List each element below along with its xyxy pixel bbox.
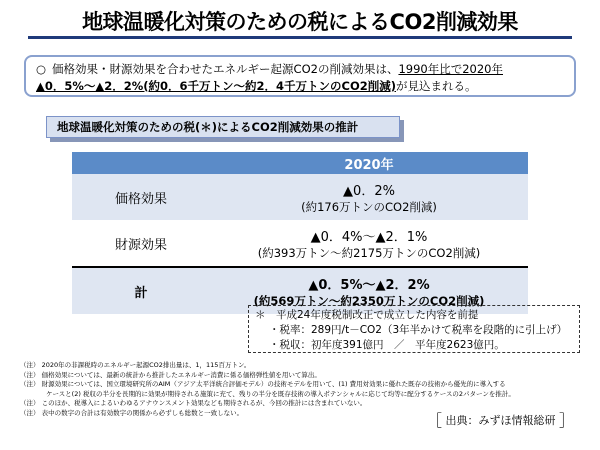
note-line: （注） 財源効果については、国立環境研究所のAIM（アジア太平洋統合評価モデル）の技術モデルを用いて、(1) 費用対効果に優れた既存の技術から優先的に導入する — [20, 380, 506, 389]
row-label: 計 — [72, 267, 210, 314]
effects-table — [72, 152, 528, 314]
row-label: 価格効果 — [72, 174, 210, 220]
row-label: 財源効果 — [72, 220, 210, 267]
note-line: （注） 表中の数字の合計は有効数字の関係から必ずしも総数と一致しない。 — [20, 408, 244, 417]
table-header-year: 2020年 — [210, 152, 528, 174]
note-line: （注） 2020年の非課税時のエネルギー起源CO2排出量は、1，115百万トン。 — [20, 361, 251, 369]
summary-text-a: 価格効果・財源効果を合わせたエネルギー起源CO2の削減効果は、 — [52, 62, 399, 76]
row-value: ▲0．5%～▲2．2% — [308, 277, 430, 293]
summary-text-d: が見込まれる。 — [395, 79, 477, 93]
table-row — [72, 220, 528, 267]
close-bracket-icon: ］ — [559, 411, 576, 430]
source-credit — [426, 408, 575, 431]
open-bracket-icon: ［ — [426, 411, 443, 430]
note-line: （注） 価格効果については、最新の統計から推計したエネルギー消費に係る価格弾性値を用いて算出。 — [20, 370, 321, 379]
summary-text-b: 1990年比で2020年 — [398, 62, 503, 76]
source-text: 出典：みずほ情報総研 — [445, 414, 556, 427]
table-header-blank — [72, 152, 210, 174]
row-value: ▲0．4%～▲2．1% — [310, 229, 428, 245]
summary-box — [24, 55, 576, 97]
row-value: ▲0．2% — [343, 183, 395, 199]
assumption-line: ・税率：289円/t－CO2（3年半かけて税率を段階的に引上げ） — [269, 324, 568, 336]
assumption-line: ＊ 平成24年度税制改正で成立した内容を前提 — [255, 309, 479, 321]
row-sub: (約569万トン～約2350万トンのCO2削減) — [253, 293, 485, 308]
row-value-cell — [210, 220, 528, 267]
page-title-wrap — [0, 6, 600, 36]
assumptions-box — [248, 305, 580, 353]
summary-bullet: ○ — [36, 62, 47, 76]
table-row — [72, 174, 528, 220]
row-sub: (約393万トン～約2175万トンのCO2削減) — [257, 245, 481, 260]
note-line: ケースと(2) 税収の半分を長期的に効果が期待される施策に充て、残りの半分を既存技術の導入ポテンシャルに応じて均等に配分するケースの2パターンを推計。 — [46, 389, 515, 398]
summary-text-c: ▲0．5%～▲2．2%(約0．6千万トン～約2．4千万トンのCO2削減) — [36, 79, 396, 93]
note-line: （注） このほか、税導入によるいわゆるアナウンスメント効果なども期待されるが、今回の推計には含まれていない。 — [20, 399, 367, 408]
table-header-row — [72, 152, 528, 174]
row-sub: (約176万トンのCO2削減) — [301, 199, 437, 214]
assumption-line: ・税収：初年度391億円 ／ 平年度2623億円。 — [269, 339, 505, 351]
page-title: 地球温暖化対策のための税によるCO2削減効果 — [82, 10, 518, 34]
section-heading: 地球温暖化対策のための税(＊)によるCO2削減効果の推計 — [46, 116, 400, 138]
title-underline — [28, 36, 572, 39]
row-value-cell — [210, 174, 528, 220]
